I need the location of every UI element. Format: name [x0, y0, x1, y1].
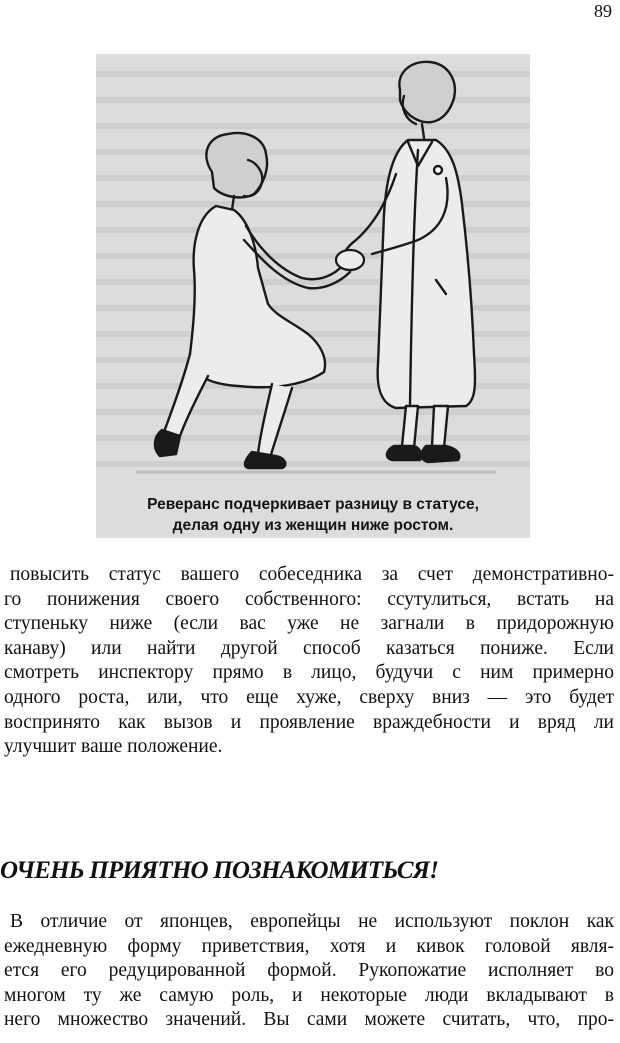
illustration-figure — [96, 54, 530, 538]
text-line: ежедневную форму приветствия, хотя и кивок головой явля- — [4, 935, 614, 957]
text-line: повысить статус вашего собеседника за счет демонстративно- — [10, 564, 614, 585]
curtsy-illustration — [96, 54, 530, 490]
text-line: ступеньку ниже (если вас уже не загнали в придорожную — [4, 613, 614, 635]
kneeling-woman-figure — [155, 133, 350, 468]
text-line: ется его редуцированной формой. Рукопожатие исполняет во — [4, 960, 614, 982]
figure-caption — [96, 494, 530, 536]
text-line: одного роста, или, что еще хуже, сверху вниз — это будет — [4, 686, 614, 708]
body-paragraph-1 — [4, 563, 614, 760]
clasped-hands — [336, 250, 364, 270]
text-line: воспринято как вызов и проявление враждебности и вряд ли — [4, 711, 614, 733]
page-number: 89 — [594, 1, 612, 21]
text-line: смотреть инспектору прямо в лицо, будучи с ним примерно — [4, 662, 614, 684]
text-line: го понижения своего собственного: ссутулиться, встать на — [4, 588, 614, 610]
text-line: него множество значений. Вы сами можете считать, что, про- — [4, 1009, 614, 1031]
text-line: улучшит ваше положение. — [4, 736, 223, 758]
text-line: канаву) или найти другой способ казаться пониже. Если — [4, 637, 614, 659]
caption-line: Реверанс подчеркивает разницу в статусе, — [147, 496, 479, 513]
text-line: многом ту же самую роль, и некоторые люди вкладывают в — [4, 984, 614, 1006]
body-paragraph-2 — [4, 910, 614, 1033]
caption-line: делая одну из женщин ниже ростом. — [172, 517, 454, 534]
section-heading: ОЧЕНЬ ПРИЯТНО ПОЗНАКОМИТЬСЯ! — [0, 857, 439, 884]
text-line: В отличие от японцев, европейцы не используют поклон как — [10, 911, 614, 932]
